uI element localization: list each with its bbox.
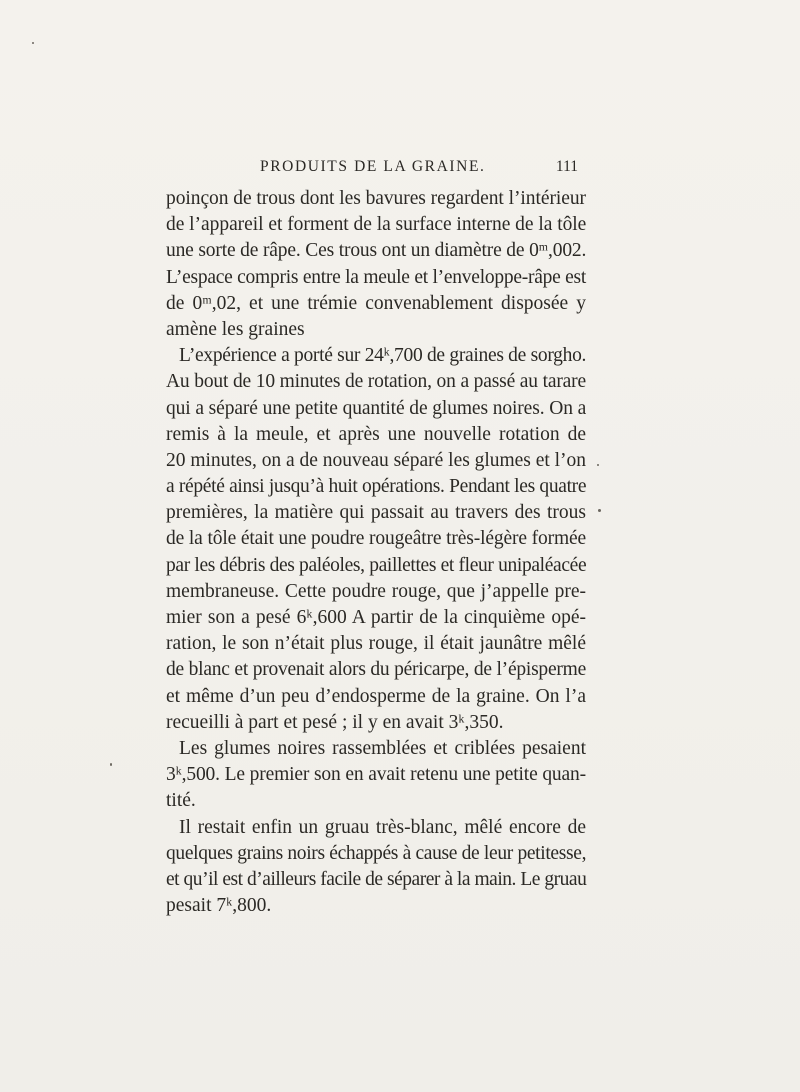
text-line: premières, la matière qui passait au travers des trous	[166, 502, 586, 524]
text-line: membraneuse. Cette poudre rouge, que j’appelle pre-	[166, 580, 586, 602]
text-line: de la tôle était une poudre rougeâtre très-légère formée	[166, 528, 586, 550]
paper-speck	[597, 464, 599, 466]
paper-speck	[32, 42, 34, 44]
text-line: par les débris des paléoles, paillettes et fleur unipaléacée	[166, 554, 587, 576]
text-line: mier son a pesé 6ᵏ,600 A partir de la cinquième opé-	[166, 607, 586, 628]
text-line: Au bout de 10 minutes de rotation, on a passé au tarare	[166, 371, 586, 393]
text-line: et qu’il est d’ailleurs facile de séparer à la main. Le gruau	[166, 868, 587, 890]
running-title: PRODUITS DE LA GRAINE.	[260, 158, 486, 175]
text-line: quelques grains noirs échappés à cause de leur petitesse,	[166, 842, 587, 864]
text-line: L’expérience a porté sur 24ᵏ,700 de graines de sorgho.	[179, 345, 587, 367]
text-line: de 0ᵐ,02, et une trémie convenablement disposée y	[166, 292, 586, 314]
text-line: ration, le son n’était plus rouge, il était jaunâtre mêlé	[166, 633, 586, 655]
text-line: 20 minutes, on a de nouveau séparé les glumes et l’on	[166, 449, 586, 471]
paper-speck	[598, 509, 601, 512]
running-head	[166, 158, 586, 182]
page-number: 111	[555, 158, 578, 175]
text-line: amène les graines	[166, 318, 305, 340]
text-line: de blanc et provenait alors du péricarpe, de l’épisperme	[166, 659, 586, 681]
text-line: de l’appareil et forment de la surface interne de la tôle	[166, 214, 587, 236]
paper-speck	[110, 763, 112, 766]
text-line: remis à la meule, et après une nouvelle rotation de	[166, 423, 586, 445]
text-line: recueilli à part et pesé ; il y en avait 3ᵏ,350.	[166, 711, 504, 733]
text-line: 3ᵏ,500. Le premier son en avait retenu une petite quan-	[166, 764, 586, 786]
text-line: qui a séparé une petite quantité de glumes noires. On a	[166, 397, 587, 419]
text-line: une sorte de râpe. Ces trous ont un diamètre de 0ᵐ,002.	[166, 240, 587, 262]
text-line: L’espace compris entre la meule et l’enveloppe-râpe est	[166, 266, 587, 288]
text-line: a répété ainsi jusqu’à huit opérations. Pendant les quatre	[166, 476, 587, 498]
text-line: Les glumes noires rassemblées et criblées pesaient	[179, 737, 586, 759]
text-line: et même d’un peu d’endosperme de la graine. On l’a	[166, 685, 586, 707]
text-line: tité.	[166, 790, 196, 812]
text-line: Il restait enfin un gruau très-blanc, mêlé encore de	[179, 816, 586, 838]
text-line: pesait 7ᵏ,800.	[166, 895, 272, 917]
body-text	[166, 186, 586, 919]
text-line: poinçon de trous dont les bavures regardent l’intérieur	[166, 188, 586, 209]
